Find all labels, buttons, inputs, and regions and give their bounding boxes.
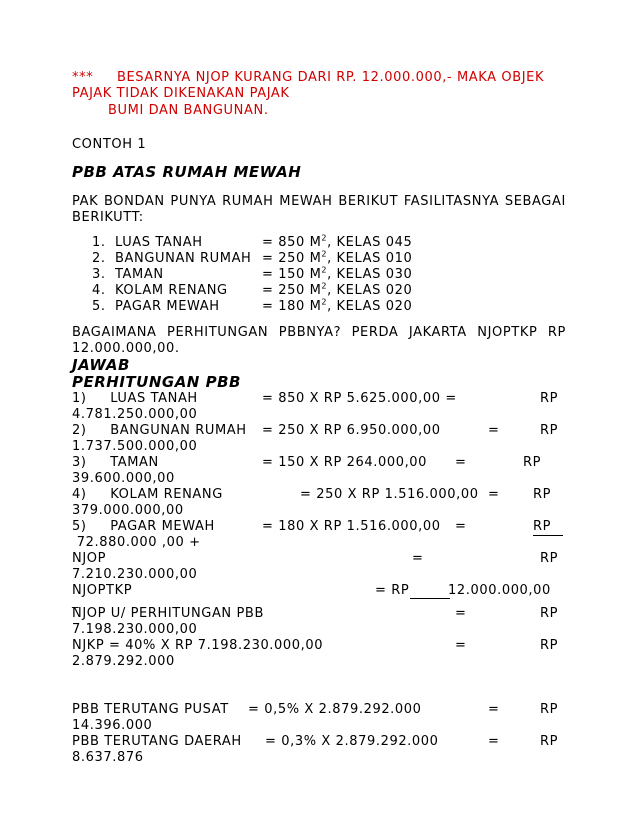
calc-rp: RP	[540, 423, 559, 438]
question-word: PERDA	[351, 325, 399, 340]
njoptkp-label: NJOPTKP	[72, 583, 133, 598]
njkp-label: NJKP = 40% X RP 7.198.230.000,00	[72, 638, 324, 653]
facility-number: 5.	[92, 299, 106, 314]
njop-perhitungan-rp: RP	[540, 606, 559, 621]
facility-value: = 250 $M^2$, KELAS 020	[262, 281, 413, 298]
calc-item: 4) KOLAM RENANG	[72, 487, 223, 502]
intro-word: RUMAH	[222, 194, 274, 209]
calc-result: 1.737.500.000,00	[72, 439, 198, 454]
calc-equals: =	[455, 519, 467, 534]
calc-item: 3) TAMAN	[72, 455, 159, 470]
question-word: PBBNYA?	[278, 325, 342, 340]
pbb-pusat-equals: =	[488, 702, 500, 717]
question-word: PERHITUNGAN	[167, 325, 269, 340]
pbb-daerah-equals: =	[488, 734, 500, 749]
question-word: RP	[547, 325, 566, 340]
question-line-2: 12.000.000,00.	[72, 341, 180, 356]
intro-line-1	[72, 194, 566, 210]
calc-rp: RP	[533, 487, 552, 502]
facility-number: 4.	[92, 283, 106, 298]
njop-value: 7.210.230.000,00	[72, 567, 198, 582]
pbb-pusat-rp: RP	[540, 702, 559, 717]
calc-equals: =	[455, 455, 467, 470]
section-title: PBB ATAS RUMAH MEWAH	[72, 163, 302, 181]
calc-formula: = 250 X RP 6.950.000,00	[262, 423, 441, 438]
intro-word: FASILITASNYA	[403, 194, 500, 209]
note-line-2: PAJAK TIDAK DIKENAKAN PAJAK	[72, 86, 290, 101]
njoptkp-rp: = RP	[375, 583, 410, 598]
intro-word: BERIKUT	[338, 194, 399, 209]
facility-name: BANGUNAN RUMAH	[115, 251, 252, 266]
question-line-1	[72, 325, 566, 341]
facility-number: 2.	[92, 251, 106, 266]
facility-name: PAGAR MEWAH	[115, 299, 220, 314]
njoptkp-value: 12.000.000,00	[448, 583, 551, 598]
calc-formula: = 180 X RP 1.516.000,00	[262, 519, 441, 534]
minus-sign: _	[72, 594, 80, 609]
calc-result: 379.000.000,00	[72, 503, 184, 518]
calc-result: 39.600.000,00	[72, 471, 175, 486]
note-line-3: BUMI DAN BANGUNAN.	[108, 103, 269, 118]
question-word: BAGAIMANA	[72, 325, 157, 340]
calc-item: 5) PAGAR MEWAH	[72, 519, 215, 534]
facility-value: = 250 $M^2$, KELAS 010	[262, 249, 413, 266]
intro-word: BONDAN	[104, 194, 165, 209]
pbb-pusat-label: PBB TERUTANG PUSAT	[72, 702, 229, 717]
njkp-equals: =	[455, 638, 467, 653]
facility-number: 3.	[92, 267, 106, 282]
calc-equals: =	[488, 423, 500, 438]
calc-equals: =	[488, 487, 500, 502]
example-label: CONTOH 1	[72, 137, 147, 152]
calc-item: 1) LUAS TANAH	[72, 391, 198, 406]
intro-word: PAK	[72, 194, 99, 209]
pbb-daerah-value: 8.637.876	[72, 750, 144, 765]
pbb-daerah-rp: RP	[540, 734, 559, 749]
pbb-pusat-value: 14.396.000	[72, 718, 153, 733]
question-word: JAKARTA	[408, 325, 467, 340]
calc-rp: RP	[540, 391, 559, 406]
perhitungan-label: PERHITUNGAN PBB	[72, 373, 241, 391]
intro-line-2: BERIKUTT:	[72, 210, 144, 225]
njkp-rp: RP	[540, 638, 559, 653]
calc-rp: RP	[523, 455, 542, 470]
calc-result: 4.781.250.000,00	[72, 407, 198, 422]
calc-rp: RP	[533, 519, 563, 536]
note-line-1: *** BESARNYA NJOP KURANG DARI RP. 12.000.000,- MAKA OBJEK	[72, 70, 545, 85]
njop-equals: =	[412, 551, 424, 566]
njop-perhitungan-label: NJOP U/ PERHITUNGAN PBB	[72, 606, 264, 621]
facility-number: 1.	[92, 235, 106, 250]
facility-value: = 150 $M^2$, KELAS 030	[262, 265, 413, 282]
facility-name: LUAS TANAH	[115, 235, 203, 250]
intro-word: MEWAH	[279, 194, 333, 209]
jawab-label: JAWAB	[72, 356, 130, 374]
pbb-daerah-label: PBB TERUTANG DAERAH	[72, 734, 242, 749]
facility-name: TAMAN	[115, 267, 164, 282]
calc-formula: = 850 X RP 5.625.000,00 =	[262, 391, 457, 406]
calc-result: 72.880.000 ,00 +	[72, 535, 201, 550]
question-word: NJOPTKP	[477, 325, 538, 340]
pbb-pusat-formula: = 0,5% X 2.879.292.000	[248, 702, 422, 717]
facility-value: = 850 $M^2$, KELAS 045	[262, 233, 413, 250]
facility-value: = 180 $M^2$, KELAS 020	[262, 297, 413, 314]
calc-formula: = 250 X RP 1.516.000,00	[300, 487, 479, 502]
facility-name: KOLAM RENANG	[115, 283, 228, 298]
njop-perhitungan-value: 7.198.230.000,00	[72, 622, 198, 637]
njoptkp-underline	[410, 598, 450, 599]
intro-word: PUNYA	[170, 194, 217, 209]
pbb-daerah-formula: = 0,3% X 2.879.292.000	[265, 734, 439, 749]
njop-rp: RP	[540, 551, 559, 566]
njkp-value: 2.879.292.000	[72, 654, 175, 669]
njop-label: NJOP	[72, 551, 107, 566]
calc-item: 2) BANGUNAN RUMAH	[72, 423, 247, 438]
intro-word: SEBAGAI	[504, 194, 566, 209]
calc-formula: = 150 X RP 264.000,00	[262, 455, 428, 470]
njop-perhitungan-equals: =	[455, 606, 467, 621]
